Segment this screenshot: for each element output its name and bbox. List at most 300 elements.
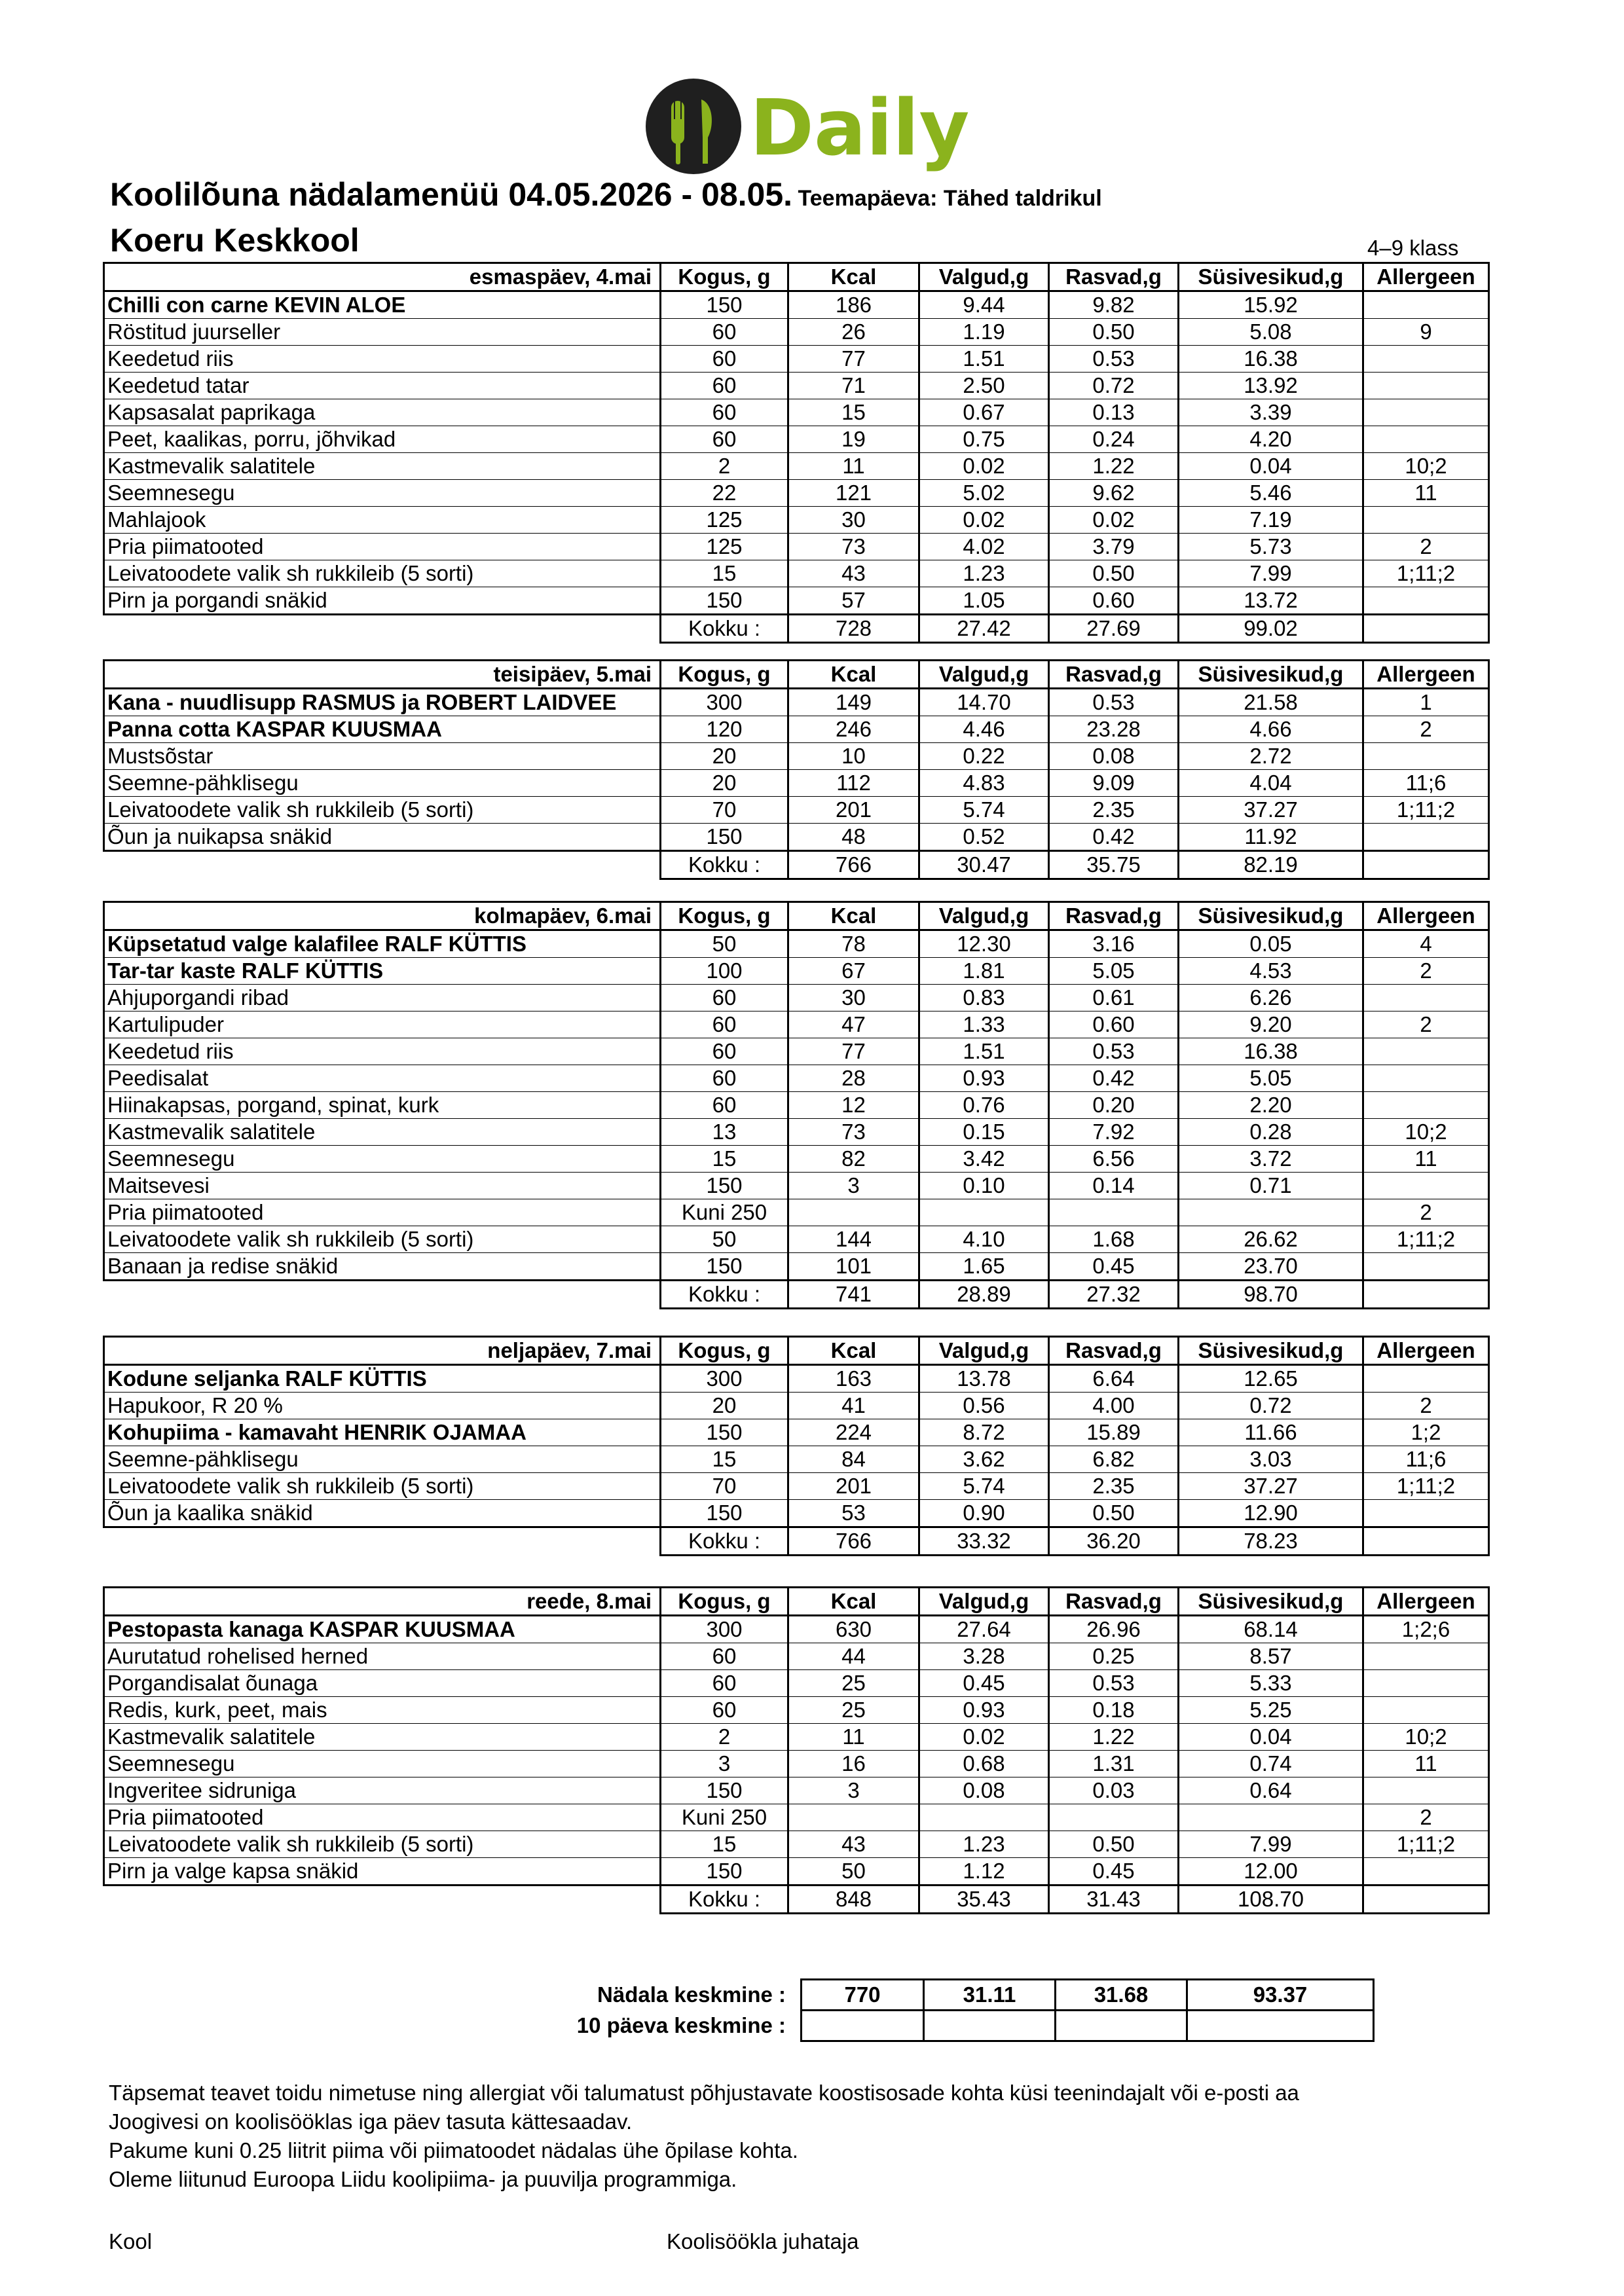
total-fat: 35.75 <box>1049 851 1179 879</box>
dish-row <box>104 560 1489 587</box>
dish-protein: 5.74 <box>919 1473 1049 1500</box>
column-header: Kcal <box>788 661 919 689</box>
dish-name: Röstitud juurseller <box>104 319 661 346</box>
dish-quantity: 15 <box>661 1831 788 1858</box>
dish-name: Keedetud riis <box>104 346 661 373</box>
dish-protein: 4.02 <box>919 534 1049 560</box>
column-header: Valgud,g <box>919 1588 1049 1616</box>
dish-allergen: 2 <box>1363 958 1489 985</box>
signature-canteen-manager: Koolisöökla juhataja <box>667 2229 859 2253</box>
dish-protein: 14.70 <box>919 689 1049 716</box>
total-row <box>104 1527 1489 1556</box>
dish-quantity: 60 <box>661 399 788 426</box>
column-header: Valgud,g <box>919 902 1049 930</box>
dish-kcal: 67 <box>788 958 919 985</box>
dish-kcal: 3 <box>788 1173 919 1199</box>
dish-kcal: 57 <box>788 587 919 615</box>
dish-kcal: 15 <box>788 399 919 426</box>
dish-quantity: Kuni 250 <box>661 1804 788 1831</box>
dish-allergen: 2 <box>1363 1199 1489 1226</box>
dish-carb <box>1179 1199 1363 1226</box>
dish-kcal: 41 <box>788 1393 919 1419</box>
day-name: esmaspäev, 4.mai <box>104 263 661 291</box>
dish-protein: 3.28 <box>919 1643 1049 1670</box>
total-spacer <box>104 1527 661 1556</box>
dish-name: Õun ja kaalika snäkid <box>104 1500 661 1527</box>
weekly-average-label: Nädala keskmine : <box>597 1982 786 2007</box>
dish-quantity: 125 <box>661 507 788 534</box>
total-label: Kokku : <box>661 851 788 879</box>
dish-protein: 3.62 <box>919 1446 1049 1473</box>
column-header: Valgud,g <box>919 263 1049 291</box>
column-header: Kogus, g <box>661 902 788 930</box>
total-spacer <box>104 1281 661 1309</box>
dish-name: Seemnesegu <box>104 1751 661 1777</box>
dish-allergen: 1;11;2 <box>1363 1473 1489 1500</box>
dish-allergen <box>1363 1365 1489 1393</box>
day-name: neljapäev, 7.mai <box>104 1337 661 1365</box>
dish-row <box>104 480 1489 507</box>
dish-kcal: 71 <box>788 373 919 399</box>
dish-protein: 1.05 <box>919 587 1049 615</box>
column-header: Allergeen <box>1363 263 1489 291</box>
dish-kcal: 26 <box>788 319 919 346</box>
dish-allergen <box>1363 1643 1489 1670</box>
dish-carb: 15.92 <box>1179 291 1363 319</box>
dish-quantity: 60 <box>661 1011 788 1038</box>
dish-quantity: 300 <box>661 1365 788 1393</box>
dish-allergen <box>1363 1092 1489 1119</box>
dish-quantity: 150 <box>661 1173 788 1199</box>
dish-carb <box>1179 1804 1363 1831</box>
dish-protein: 1.12 <box>919 1858 1049 1886</box>
table-header-row <box>104 1588 1489 1616</box>
dish-protein: 5.02 <box>919 480 1049 507</box>
dish-carb: 0.28 <box>1179 1119 1363 1146</box>
dish-quantity: 20 <box>661 770 788 797</box>
total-kcal: 848 <box>788 1886 919 1914</box>
table-header-row <box>104 1337 1489 1365</box>
dish-carb: 5.46 <box>1179 480 1363 507</box>
dish-protein: 0.10 <box>919 1173 1049 1199</box>
dish-carb: 0.72 <box>1179 1393 1363 1419</box>
dish-row <box>104 1011 1489 1038</box>
total-carb: 98.70 <box>1179 1281 1363 1309</box>
dish-row <box>104 507 1489 534</box>
dish-allergen: 1;2 <box>1363 1419 1489 1446</box>
dish-fat <box>1049 1804 1179 1831</box>
dish-row <box>104 373 1489 399</box>
dish-protein: 1.23 <box>919 560 1049 587</box>
weekly-average-row <box>544 1980 1374 2011</box>
dish-kcal: 149 <box>788 689 919 716</box>
dish-name: Seemne-pähklisegu <box>104 770 661 797</box>
total-allergen <box>1363 1281 1489 1309</box>
dish-fat: 0.24 <box>1049 426 1179 453</box>
dish-allergen <box>1363 1253 1489 1281</box>
dish-protein: 1.51 <box>919 1038 1049 1065</box>
dish-fat: 1.22 <box>1049 1724 1179 1751</box>
dish-quantity: 70 <box>661 1473 788 1500</box>
dish-kcal: 630 <box>788 1616 919 1643</box>
dish-quantity: 150 <box>661 1419 788 1446</box>
dish-carb: 68.14 <box>1179 1616 1363 1643</box>
dish-protein: 12.30 <box>919 930 1049 958</box>
dish-quantity: 150 <box>661 1500 788 1527</box>
dish-allergen <box>1363 399 1489 426</box>
dish-allergen: 1;11;2 <box>1363 1831 1489 1858</box>
dish-name: Banaan ja redise snäkid <box>104 1253 661 1281</box>
dish-allergen <box>1363 1173 1489 1199</box>
weekly-average-carb: 93.37 <box>1187 1980 1374 2011</box>
dish-protein: 3.42 <box>919 1146 1049 1173</box>
dish-quantity: 50 <box>661 1226 788 1253</box>
dish-name: Kastmevalik salatitele <box>104 1119 661 1146</box>
dish-fat: 0.53 <box>1049 689 1179 716</box>
dish-fat: 0.53 <box>1049 1038 1179 1065</box>
dish-quantity: 150 <box>661 587 788 615</box>
day-name: teisipäev, 5.mai <box>104 661 661 689</box>
dish-quantity: 15 <box>661 1146 788 1173</box>
dish-name: Kastmevalik salatitele <box>104 1724 661 1751</box>
dish-row <box>104 1226 1489 1253</box>
dish-row <box>104 1751 1489 1777</box>
dish-carb: 8.57 <box>1179 1643 1363 1670</box>
dish-allergen: 2 <box>1363 1011 1489 1038</box>
dish-protein: 0.93 <box>919 1065 1049 1092</box>
dish-name: Õun ja nuikapsa snäkid <box>104 824 661 851</box>
dish-fat: 6.56 <box>1049 1146 1179 1173</box>
dish-row <box>104 1146 1489 1173</box>
total-fat: 36.20 <box>1049 1527 1179 1556</box>
total-protein: 35.43 <box>919 1886 1049 1914</box>
dish-carb: 3.72 <box>1179 1146 1363 1173</box>
column-header: Allergeen <box>1363 902 1489 930</box>
dish-row <box>104 770 1489 797</box>
dish-row <box>104 743 1489 770</box>
dish-name: Hapukoor, R 20 % <box>104 1393 661 1419</box>
ten-day-average-kcal <box>802 2011 924 2041</box>
dish-quantity: 3 <box>661 1751 788 1777</box>
dish-allergen: 1;11;2 <box>1363 1226 1489 1253</box>
dish-allergen: 2 <box>1363 716 1489 743</box>
dish-protein: 0.68 <box>919 1751 1049 1777</box>
dish-allergen: 11;6 <box>1363 770 1489 797</box>
total-protein: 28.89 <box>919 1281 1049 1309</box>
dish-fat: 15.89 <box>1049 1419 1179 1446</box>
dish-name: Porgandisalat õunaga <box>104 1670 661 1697</box>
weekly-summary-table <box>544 1978 1375 2042</box>
school-name: Koeru Keskkool <box>110 222 360 259</box>
dish-allergen <box>1363 1038 1489 1065</box>
dish-fat: 2.35 <box>1049 1473 1179 1500</box>
dish-quantity: 15 <box>661 1446 788 1473</box>
dish-kcal: 3 <box>788 1777 919 1804</box>
dish-allergen: 1 <box>1363 689 1489 716</box>
dish-kcal: 43 <box>788 1831 919 1858</box>
dish-row <box>104 1858 1489 1886</box>
dish-allergen <box>1363 1065 1489 1092</box>
dish-row <box>104 824 1489 851</box>
dish-quantity: 150 <box>661 1253 788 1281</box>
dish-allergen <box>1363 1500 1489 1527</box>
dish-carb: 0.04 <box>1179 1724 1363 1751</box>
dish-name: Leivatoodete valik sh rukkileib (5 sorti) <box>104 1226 661 1253</box>
dish-allergen <box>1363 1697 1489 1724</box>
dish-quantity: 150 <box>661 824 788 851</box>
dish-allergen <box>1363 507 1489 534</box>
dish-allergen <box>1363 1858 1489 1886</box>
column-header: Kcal <box>788 1588 919 1616</box>
column-header: Allergeen <box>1363 661 1489 689</box>
dish-row <box>104 1173 1489 1199</box>
dish-quantity: 60 <box>661 1670 788 1697</box>
column-header: Kcal <box>788 1337 919 1365</box>
dish-kcal <box>788 1804 919 1831</box>
dish-carb: 12.90 <box>1179 1500 1363 1527</box>
theme-day: Teemapäeva: Tähed taldrikul <box>798 186 1102 211</box>
dish-protein <box>919 1199 1049 1226</box>
dish-row <box>104 1393 1489 1419</box>
dish-protein: 0.76 <box>919 1092 1049 1119</box>
dish-kcal: 25 <box>788 1670 919 1697</box>
menu-title: Koolilõuna nädalamenüü 04.05.2026 - 08.05. <box>110 176 793 213</box>
dish-fat: 9.62 <box>1049 480 1179 507</box>
fork-knife-icon <box>646 79 741 174</box>
dish-row <box>104 689 1489 716</box>
dish-name: Pestopasta kanaga KASPAR KUUSMAA <box>104 1616 661 1643</box>
day-menu-table <box>103 1586 1490 1914</box>
dish-fat: 26.96 <box>1049 1616 1179 1643</box>
dish-quantity: 60 <box>661 1038 788 1065</box>
dish-allergen <box>1363 1777 1489 1804</box>
dish-carb: 13.72 <box>1179 587 1363 615</box>
dish-protein: 1.19 <box>919 319 1049 346</box>
dish-row <box>104 797 1489 824</box>
dish-carb: 11.92 <box>1179 824 1363 851</box>
dish-kcal: 50 <box>788 1858 919 1886</box>
dish-row <box>104 453 1489 480</box>
note-eu-programme: Oleme liitunud Euroopa Liidu koolipiima- ja puuvilja programmiga. <box>109 2167 737 2191</box>
dish-allergen: 11 <box>1363 1146 1489 1173</box>
dish-row <box>104 1119 1489 1146</box>
dish-row <box>104 1253 1489 1281</box>
dish-fat: 0.45 <box>1049 1253 1179 1281</box>
dish-kcal: 12 <box>788 1092 919 1119</box>
dish-kcal: 84 <box>788 1446 919 1473</box>
total-carb: 108.70 <box>1179 1886 1363 1914</box>
total-label: Kokku : <box>661 1886 788 1914</box>
dish-protein: 1.81 <box>919 958 1049 985</box>
dish-kcal: 53 <box>788 1500 919 1527</box>
dish-name: Küpsetatud valge kalafilee RALF KÜTTIS <box>104 930 661 958</box>
dish-protein: 0.52 <box>919 824 1049 851</box>
dish-carb: 3.03 <box>1179 1446 1363 1473</box>
dish-protein: 13.78 <box>919 1365 1049 1393</box>
dish-row <box>104 1670 1489 1697</box>
dish-protein: 2.50 <box>919 373 1049 399</box>
dish-fat: 7.92 <box>1049 1119 1179 1146</box>
dish-protein: 0.45 <box>919 1670 1049 1697</box>
grade-range: 4–9 klass <box>1367 236 1459 260</box>
dish-kcal: 30 <box>788 985 919 1011</box>
dish-carb: 5.33 <box>1179 1670 1363 1697</box>
dish-allergen <box>1363 824 1489 851</box>
dish-quantity: 150 <box>661 1858 788 1886</box>
weekly-average-protein: 31.11 <box>924 1980 1056 2011</box>
dish-kcal: 16 <box>788 1751 919 1777</box>
column-header: Rasvad,g <box>1049 661 1179 689</box>
dish-kcal: 28 <box>788 1065 919 1092</box>
dish-kcal <box>788 1199 919 1226</box>
dish-row <box>104 985 1489 1011</box>
dish-name: Seemne-pähklisegu <box>104 1446 661 1473</box>
column-header: Rasvad,g <box>1049 1337 1179 1365</box>
dish-row <box>104 319 1489 346</box>
dish-fat: 0.60 <box>1049 1011 1179 1038</box>
total-label: Kokku : <box>661 1527 788 1556</box>
column-header: Süsivesikud,g <box>1179 263 1363 291</box>
dish-protein: 0.75 <box>919 426 1049 453</box>
dish-carb: 26.62 <box>1179 1226 1363 1253</box>
dish-carb: 5.73 <box>1179 534 1363 560</box>
dish-row <box>104 426 1489 453</box>
dish-row <box>104 1199 1489 1226</box>
dish-carb: 0.74 <box>1179 1751 1363 1777</box>
dish-allergen: 11 <box>1363 480 1489 507</box>
dish-name: Panna cotta KASPAR KUUSMAA <box>104 716 661 743</box>
dish-name: Leivatoodete valik sh rukkileib (5 sorti) <box>104 797 661 824</box>
dish-carb: 37.27 <box>1179 1473 1363 1500</box>
column-header: Kogus, g <box>661 1337 788 1365</box>
dish-row <box>104 1616 1489 1643</box>
dish-fat: 0.50 <box>1049 560 1179 587</box>
dish-fat: 1.68 <box>1049 1226 1179 1253</box>
dish-name: Pirn ja valge kapsa snäkid <box>104 1858 661 1886</box>
dish-quantity: 20 <box>661 1393 788 1419</box>
dish-row <box>104 1643 1489 1670</box>
dish-protein: 1.65 <box>919 1253 1049 1281</box>
dish-row <box>104 291 1489 319</box>
dish-protein: 0.02 <box>919 453 1049 480</box>
dish-name: Chilli con carne KEVIN ALOE <box>104 291 661 319</box>
dish-protein: 0.93 <box>919 1697 1049 1724</box>
column-header: Kcal <box>788 263 919 291</box>
weekly-average-kcal: 770 <box>802 1980 924 2011</box>
dish-allergen: 9 <box>1363 319 1489 346</box>
dish-carb: 12.00 <box>1179 1858 1363 1886</box>
dish-row <box>104 534 1489 560</box>
note-milk: Pakume kuni 0.25 liitrit piima või piimatoodet nädalas ühe õpilase kohta. <box>109 2138 798 2162</box>
dish-name: Leivatoodete valik sh rukkileib (5 sorti) <box>104 1831 661 1858</box>
dish-allergen <box>1363 373 1489 399</box>
total-allergen <box>1363 851 1489 879</box>
signature-school: Kool <box>109 2229 153 2253</box>
dish-carb: 9.20 <box>1179 1011 1363 1038</box>
column-header: Kogus, g <box>661 263 788 291</box>
total-allergen <box>1363 1886 1489 1914</box>
dish-protein <box>919 1804 1049 1831</box>
dish-protein: 1.33 <box>919 1011 1049 1038</box>
logo-text: Daily <box>750 82 970 173</box>
column-header: Kogus, g <box>661 1588 788 1616</box>
dish-protein: 0.02 <box>919 1724 1049 1751</box>
dish-row <box>104 958 1489 985</box>
dish-carb: 5.08 <box>1179 319 1363 346</box>
dish-carb: 4.53 <box>1179 958 1363 985</box>
dish-quantity: 150 <box>661 1777 788 1804</box>
dish-protein: 9.44 <box>919 291 1049 319</box>
dish-carb: 5.05 <box>1179 1065 1363 1092</box>
dish-protein: 0.02 <box>919 507 1049 534</box>
dish-allergen: 2 <box>1363 1393 1489 1419</box>
dish-quantity: 50 <box>661 930 788 958</box>
ten-day-average-protein <box>924 2011 1056 2041</box>
dish-fat: 0.50 <box>1049 1831 1179 1858</box>
column-header: Süsivesikud,g <box>1179 902 1363 930</box>
dish-quantity: 20 <box>661 743 788 770</box>
dish-fat: 5.05 <box>1049 958 1179 985</box>
dish-name: Seemnesegu <box>104 1146 661 1173</box>
dish-quantity: 300 <box>661 689 788 716</box>
dish-kcal: 144 <box>788 1226 919 1253</box>
dish-name: Aurutatud rohelised herned <box>104 1643 661 1670</box>
dish-name: Kohupiima - kamavaht HENRIK OJAMAA <box>104 1419 661 1446</box>
dish-kcal: 82 <box>788 1146 919 1173</box>
dish-quantity: 70 <box>661 797 788 824</box>
day-menu-table <box>103 1336 1490 1556</box>
dish-fat: 23.28 <box>1049 716 1179 743</box>
dish-name: Peet, kaalikas, porru, jõhvikad <box>104 426 661 453</box>
dish-fat: 0.60 <box>1049 587 1179 615</box>
dish-allergen: 4 <box>1363 930 1489 958</box>
column-header: Allergeen <box>1363 1337 1489 1365</box>
dish-protein: 1.23 <box>919 1831 1049 1858</box>
dish-protein: 4.10 <box>919 1226 1049 1253</box>
dish-kcal: 43 <box>788 560 919 587</box>
dish-row <box>104 1446 1489 1473</box>
dish-name: Pria piimatooted <box>104 1199 661 1226</box>
total-kcal: 741 <box>788 1281 919 1309</box>
dish-allergen <box>1363 985 1489 1011</box>
total-fat: 27.69 <box>1049 615 1179 643</box>
dish-quantity: 60 <box>661 1697 788 1724</box>
dish-name: Ingveritee sidruniga <box>104 1777 661 1804</box>
dish-name: Peedisalat <box>104 1065 661 1092</box>
total-row <box>104 1886 1489 1914</box>
dish-fat: 0.20 <box>1049 1092 1179 1119</box>
total-spacer <box>104 851 661 879</box>
dish-carb: 0.04 <box>1179 453 1363 480</box>
dish-allergen <box>1363 743 1489 770</box>
dish-kcal: 201 <box>788 1473 919 1500</box>
dish-name: Maitsevesi <box>104 1173 661 1199</box>
dish-name: Seemnesegu <box>104 480 661 507</box>
dish-fat: 0.25 <box>1049 1643 1179 1670</box>
dish-name: Leivatoodete valik sh rukkileib (5 sorti) <box>104 560 661 587</box>
total-allergen <box>1363 1527 1489 1556</box>
dish-kcal: 224 <box>788 1419 919 1446</box>
dish-allergen <box>1363 587 1489 615</box>
dish-row <box>104 1804 1489 1831</box>
total-spacer <box>104 615 661 643</box>
dish-kcal: 73 <box>788 1119 919 1146</box>
dish-kcal: 121 <box>788 480 919 507</box>
dish-name: Kastmevalik salatitele <box>104 453 661 480</box>
ten-day-average-carb <box>1187 2011 1374 2041</box>
dish-row <box>104 1500 1489 1527</box>
dish-carb: 16.38 <box>1179 1038 1363 1065</box>
